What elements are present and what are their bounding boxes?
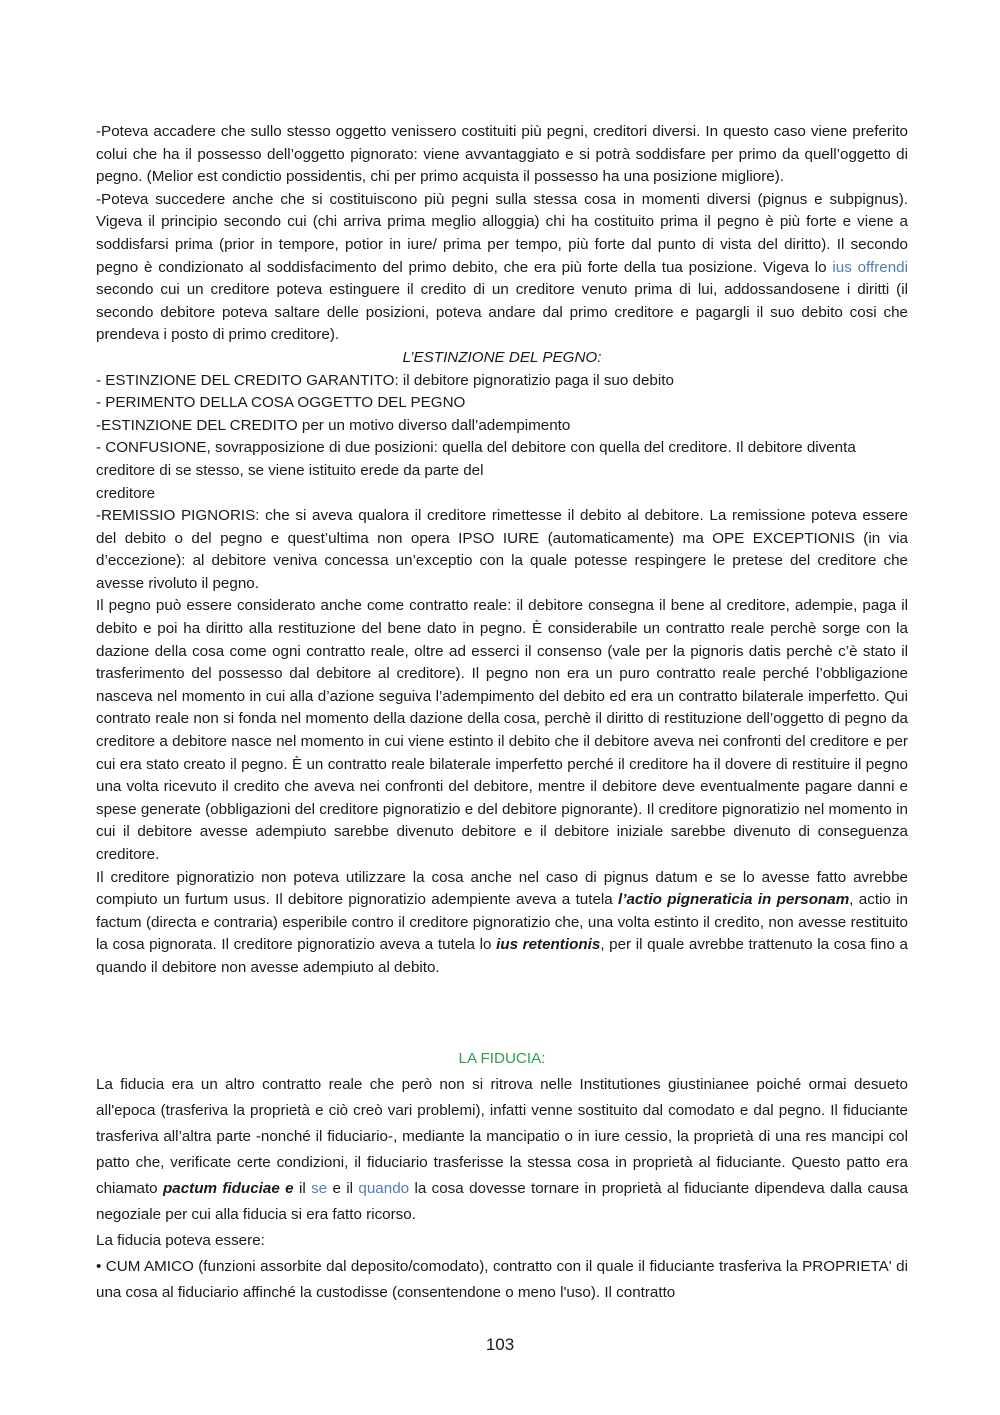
page-number: 103	[485, 1335, 515, 1354]
text-run: -Poteva succedere anche che si costituiscono più pegni sulla stessa cosa in momenti diversi (pignus e subpignus). Vigeva il principio secondo cui (chi arriva prima meglio alloggia) chi ha costituito prima il pegno è più forte e viene a soddisfarsi prima (prior in tempore, potior in iure/ prima per tempo, più forte dal punto di vista del diritto). Il secondo pegno è condizionato al soddisfacimento del primo debito, che era più forte della tua posizione. Vigeva lo	[96, 190, 908, 276]
list-item-continuation: creditore	[96, 484, 156, 502]
text-run: e il	[327, 1180, 359, 1197]
paragraph: La fiducia poteva essere:	[96, 1232, 265, 1249]
highlighted-term: quando	[358, 1180, 410, 1197]
section-heading-estinzione: L’ESTINZIONE DEL PEGNO:	[402, 348, 602, 366]
bold-term: ius retentionis	[496, 936, 601, 954]
paragraph	[96, 189, 908, 347]
text-run: La fiducia era un altro contratto reale che però non si ritrova nelle Institutiones giustinianee poiché ormai desueto all'epoca (trasferiva la proprietà e ciò creò vari problemi), infatti venne sostituito dal comodato e dal pegno. Il fiduciante trasferiva all’altra parte -nonché il fiduciario-, mediante la mancipatio o in iure cessio, la proprietà di una res mancipi col patto che, verificate certe condizioni, il fiduciario trasferisse la stessa cosa in proprietà al fiduciante. Questo patto era chiamato	[96, 1076, 908, 1197]
bold-term: pactum fiduciae e	[163, 1180, 294, 1197]
list-item: -REMISSIO PIGNORIS: che si aveva qualora il creditore rimettesse il debito al debitore. La remissione poteva essere del debito o del pegno e quest’ultima non opera IPSO IURE (automaticamente) ma OPE EXCEPTIONIS (in via d’eccezione): al debitore veniva concessa un’exceptio con la quale potesse respingere le pretese del creditore che avesse rivoluto il pegno.	[96, 507, 908, 592]
text-run: il	[293, 1180, 312, 1197]
fiducia-section	[96, 1046, 908, 1306]
bold-term: l’actio pigneraticia in personam	[618, 891, 850, 909]
paragraph: Il pegno può essere considerato anche come contratto reale: il debitore consegna il bene al creditore, adempie, paga il debito e poi ha diritto alla restituzione del bene dato in pegno. È considerabile un contratto reale perchè sorge con la dazione della cosa come ogni contratto reale, oltre ad esserci il consenso (vale per la pignoris datis perchè c’è stato il trasferimento del possesso dal debitore al creditore). Il pegno non era un puro contratto reale perché l’obbligazione nasceva nel momento in cui alla d’azione seguiva l’adempimento del debito ed era un contratto bilaterale imperfetto. Qui contrato reale non si fonda nel momento della dazione della cosa, perchè il diritto di restituzione dell’oggetto di pegno da creditore a debitore nasce nel momento in cui viene estinto il debito che il debitore aveva nei confronti del creditore e per cui era stato creato il pegno. È un contratto reale bilaterale imperfetto perché il creditore ha il dovere di restituire il pegno una volta ricevuto il credito che aveva nei confronti del debitore, mentre il debitore deve eventualmente pagare danni e spese generate (obbligazioni del creditore pignoratizio e del debitore pignorante). Il creditore pignoratizio nel momento in cui il debitore avesse adempiuto sarebbe divenuto debitore e il debitore iniziale sarebbe divenuto di conseguenza creditore.	[96, 597, 908, 863]
highlighted-term: se	[311, 1180, 328, 1197]
bullet-item: • CUM AMICO (funzioni assorbite dal deposito/comodato), contratto con il quale il fiduciante trasferiva la PROPRIETA' di una cosa al fiduciario affinché la custodisse (consentendone o meno l'uso). Il contratto	[96, 1258, 908, 1301]
text-run: , per il quale avrebbe trattenuto la cosa fino a quando il debitore non avesse adempiuto al debito.	[96, 936, 908, 976]
paragraph	[96, 867, 908, 980]
list-item: -ESTINZIONE DEL CREDITO per un motivo diverso dall’adempimento	[96, 416, 571, 434]
pegno-section	[96, 121, 908, 980]
paragraph: -Poteva accadere che sullo stesso oggetto venissero costituiti più pegni, creditori diversi. In questo caso viene preferito colui che ha il possesso dell’oggetto pignorato: viene avvantaggiato e si potrà soddisfare per primo da quell’oggetto di pegno. (Melior est condictio possidentis, chi per primo acquista il possesso ha una posizione migliore).	[96, 123, 908, 186]
list-item: - ESTINZIONE DEL CREDITO GARANTITO: il debitore pignoratizio paga il suo debito	[96, 371, 674, 389]
paragraph	[96, 1072, 908, 1228]
list-item: - CONFUSIONE, sovrapposizione di due posizioni: quella del debitore con quella del creditore. Il debitore diventa creditore di se stesso, se viene istituito erede da parte del	[96, 439, 856, 479]
text-run: , actio in factum (directa e contraria) esperibile contro il creditore pignoratizio che, una volta estinto il credito, non avesse restituito la cosa pignorata. Il creditore pignoratizio aveva a tutela lo	[96, 891, 908, 954]
text-run: secondo cui un creditore poteva estinguere il credito di un creditore venuto prima di lui, addossandosene i diritti (il secondo debitore poteva saltare delle posizioni, poteva andare dal primo creditore e pagargli il suo debito cosi che prendeva i posto di primo creditore).	[96, 281, 908, 344]
section-heading-fiducia: LA FIDUCIA:	[458, 1050, 546, 1067]
list-item: - PERIMENTO DELLA COSA OGGETTO DEL PEGNO	[96, 394, 466, 412]
highlighted-term: ius offrendi	[832, 258, 908, 276]
text-run: Il creditore pignoratizio non poteva utilizzare la cosa anche nel caso di pignus datum e se lo avesse fatto avrebbe compiuto un furtum usus. Il debitore pignoratizio adempiente aveva a tutela	[96, 868, 908, 909]
text-run: la cosa dovesse tornare in proprietà al fiduciante dipendeva dalla causa negoziale per cui alla fiducia si era fatto ricorso.	[96, 1180, 908, 1223]
